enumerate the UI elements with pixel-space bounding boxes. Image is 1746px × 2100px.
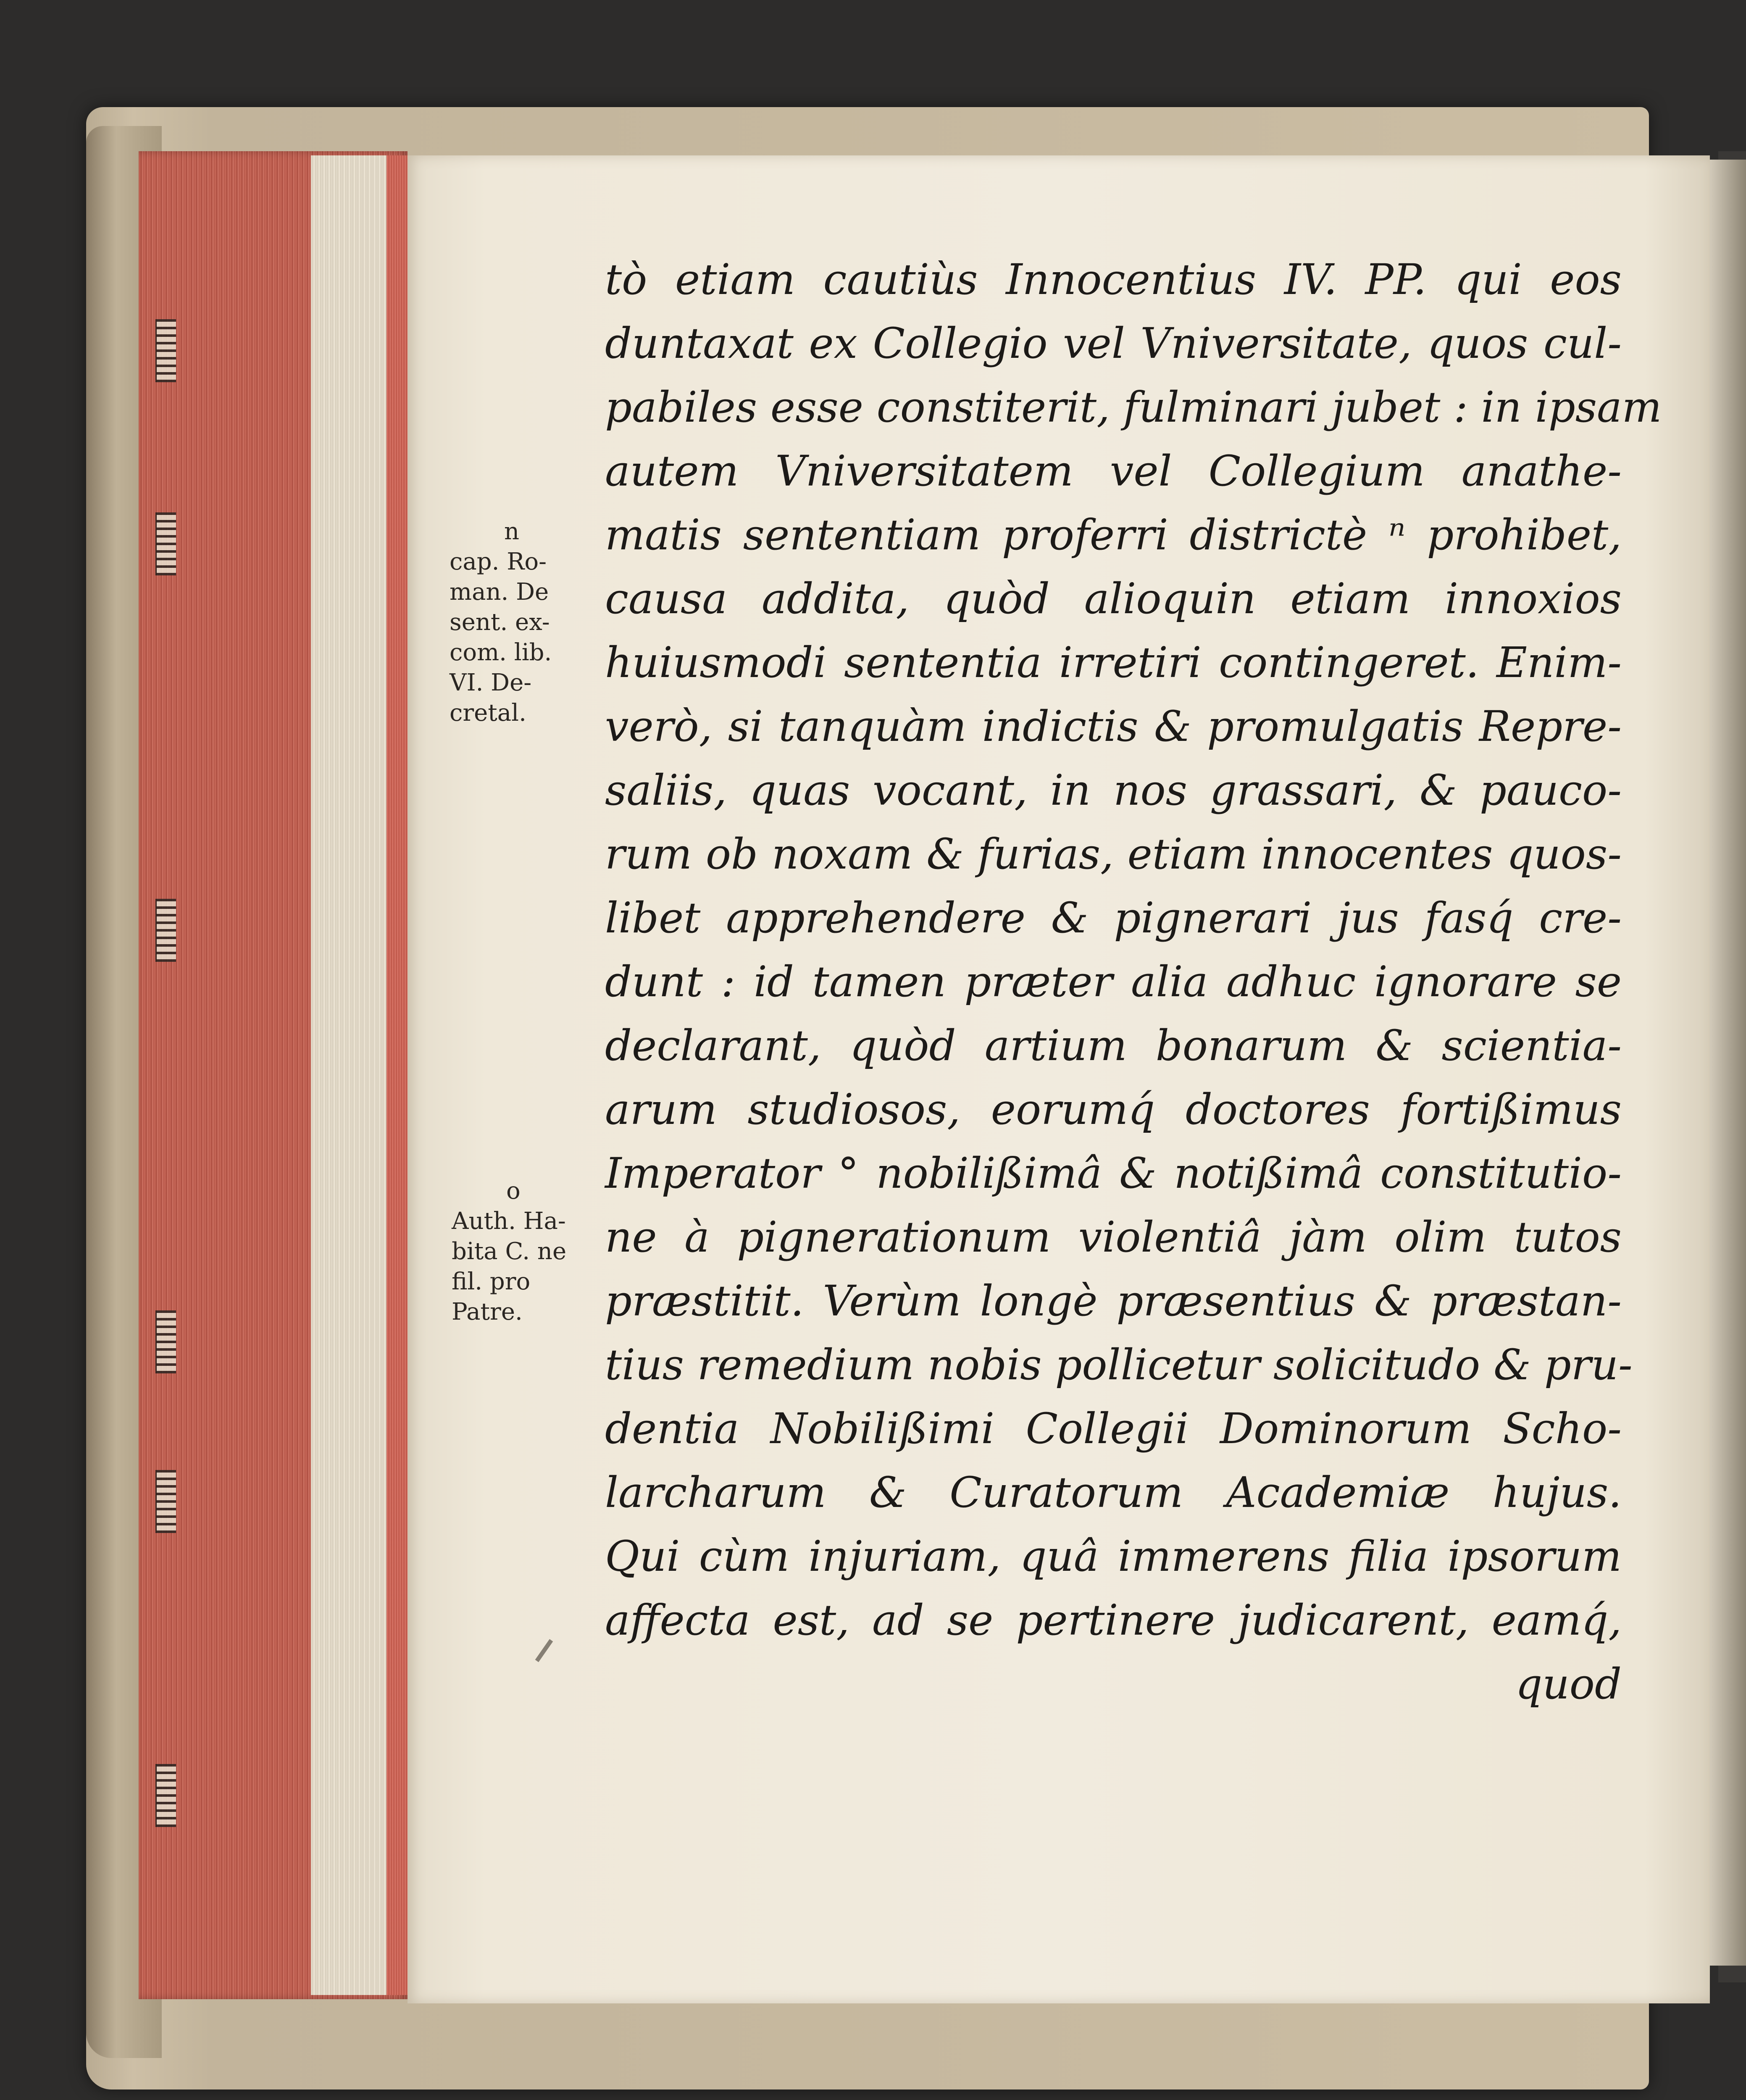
text-line: libet apprehendere & pignerari jus fasq́ cre- [605,893,1622,942]
page-tab [155,319,176,382]
text-line: dunt : id tamen præter alia adhuc ignorare se [605,957,1622,1006]
marginal-line: man. De [450,578,549,606]
text-line: dentia Nobilißimi Collegii Dominorum Scho- [605,1404,1622,1453]
text-line: declarant, quòd artium bonarum & scientia- [605,1021,1622,1070]
marginal-line: Patre. [452,1298,523,1326]
text-line: larcharum & Curatorum Academiæ hujus. [605,1468,1622,1517]
text-line: ne à pignerationum violentiâ jàm olim tutos [605,1213,1622,1262]
marginal-line: Auth. Ha- [452,1208,566,1235]
marginal-line: fil. pro [452,1268,531,1295]
text-line: huiusmodi sententia irretiri contingeret. Enim- [605,638,1622,687]
page-tab [155,512,176,575]
marginal-note-n [450,517,552,728]
text-line: tius remedium nobis pollicetur solicitudo & pru- [605,1340,1633,1389]
page-tab [155,1764,176,1827]
text-line: tò etiam cautiùs Innocentius IV. PP. qui eos [605,255,1622,304]
marginal-mark-n: n [504,518,520,545]
text-line: causa addita, quòd alioquin etiam innoxios [605,574,1622,623]
page-tab [155,1470,176,1533]
text-line: duntaxat ex Collegio vel Vniversitate, quos cul- [605,319,1622,368]
catchword: quod [1515,1659,1622,1709]
text-line: præstitit. Verùm longè præsentius & præstan- [605,1276,1622,1326]
text-line: matis sententiam proferri districtè ⁿ prohibet, [605,510,1622,559]
marginal-line: com. lib. [450,639,552,666]
marginal-line: cap. Ro- [450,548,547,575]
text-line: Qui cùm injuriam, quâ immerens filia ipsorum [605,1532,1622,1581]
text-line: saliis, quas vocant, in nos grassari, & pauco- [605,766,1622,815]
text-line: Imperator ° nobilißimâ & notißimâ constitutio- [605,1149,1622,1198]
main-text [605,248,1662,1716]
text-line: verò, si tanquàm indictis & promulgatis Repre- [605,702,1622,751]
text-line: arum studiosos, eorumq́ doctores fortißimus [605,1085,1622,1134]
text-line: pabiles esse constiterit, fulminari jubet : in ipsam [605,383,1662,432]
text-line: rum ob noxam & furias, etiam innocentes quos- [605,830,1622,879]
page-tabs [155,319,181,1831]
red-page-edge [387,155,408,1995]
text-line: affecta est, ad se pertinere judicarent, eamq́, [605,1596,1622,1645]
page-tab [155,1310,176,1373]
marginal-line: sent. ex- [450,609,550,636]
text-line: autem Vniversitatem vel Collegium anathe- [605,446,1622,496]
marginal-line: VI. De- [450,669,532,696]
marginal-note-o [452,1176,566,1327]
marginal-line: cretal. [450,699,526,727]
page-tab [155,899,176,962]
marginal-line: bita C. ne [452,1238,567,1265]
marginal-mark-o: o [506,1177,521,1205]
